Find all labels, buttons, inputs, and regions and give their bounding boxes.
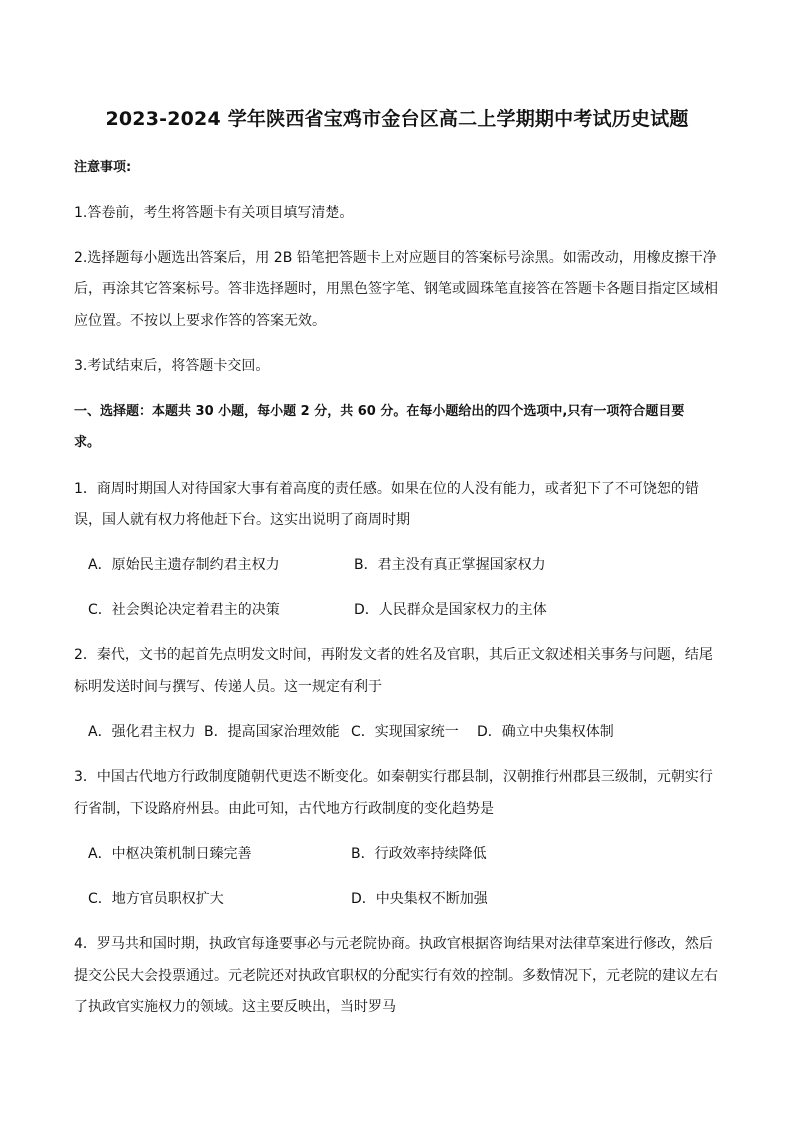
question-2-option-b: B．提高国家治理效能 <box>204 724 340 740</box>
question-2-stem-line-1: 2．秦代，文书的起首先点明发文时间，再附发文者的姓名及官职，其后正文叙述相关事务与问题，结尾 <box>74 647 713 663</box>
question-2-option-d: D．确立中央集权体制 <box>477 724 614 740</box>
question-4-stem-line-2: 提交公民大会投票通过。元老院还对执政官职权的分配实行有效的控制。多数情况下，元老院的建议左右 <box>74 968 718 984</box>
question-4-stem-line-1: 4．罗马共和国时期，执政官每逢要事必与元老院协商。执政官根据咨询结果对法律草案进行修改，然后 <box>74 936 713 952</box>
question-3-option-a: A．中枢决策机制日臻完善 <box>88 846 252 862</box>
question-3-option-c: C．地方官员职权扩大 <box>88 891 224 907</box>
notice-2-line-3: 应位置。不按以上要求作答的答案无效。 <box>74 313 326 329</box>
question-3-stem-line-2: 行省制，下设路府州县。由此可知，古代地方行政制度的变化趋势是 <box>74 801 494 817</box>
notice-heading: 注意事项: <box>74 160 132 175</box>
notice-2-line-1: 2.选择题每小题选出答案后，用 2B 铅笔把答题卡上对应题目的答案标号涂黑。如需改动，用橡皮擦干净 <box>74 250 717 266</box>
question-4-stem-line-3: 了执政官实施权力的领域。这主要反映出，当时罗马 <box>74 999 396 1015</box>
section-heading-line-1: 一、选择题：本题共 30 小题，每小题 2 分，共 60 分。在每小题给出的四个选项中,只有一项符合题目要 <box>74 404 685 419</box>
question-1-option-d: D．人民群众是国家权力的主体 <box>354 602 547 618</box>
question-3-stem-line-1: 3．中国古代地方行政制度随朝代更迭不断变化。如秦朝实行郡县制，汉朝推行州郡县三级制，元朝实行 <box>74 769 713 785</box>
question-1-option-b: B．君主没有真正掌握国家权力 <box>354 557 546 573</box>
question-1-stem-line-1: 1．商周时期国人对待国家大事有着高度的责任感。如果在位的人没有能力，或者犯下了不可饶恕的错 <box>74 481 699 497</box>
notice-3: 3.考试结束后，将答题卡交回。 <box>74 358 270 374</box>
question-1-option-c: C．社会舆论决定着君主的决策 <box>88 602 280 618</box>
question-1-stem-line-2: 误，国人就有权力将他赶下台。这实出说明了商周时期 <box>74 512 410 528</box>
notice-2-line-2: 后，再涂其它答案标号。答非选择题时，用黑色签字笔、钢笔或圆珠笔直接答在答题卡各题目指定区域相 <box>74 281 718 297</box>
question-2-stem-line-2: 标明发送时间与撰写、传递人员。这一规定有利于 <box>74 679 382 695</box>
notice-1: 1.答卷前，考生将答题卡有关项目填写清楚。 <box>74 205 354 221</box>
page-title: 2023-2024 学年陕西省宝鸡市金台区高二上学期期中考试历史试题 <box>105 108 689 130</box>
question-2-option-c: C．实现国家统一 <box>351 724 459 740</box>
question-2-option-a: A．强化君主权力 <box>88 724 196 740</box>
question-3-option-d: D．中央集权不断加强 <box>351 891 488 907</box>
question-3-option-b: B．行政效率持续降低 <box>351 846 487 862</box>
section-heading-line-2: 求。 <box>74 435 101 450</box>
question-1-option-a: A．原始民主遗存制约君主权力 <box>88 557 280 573</box>
